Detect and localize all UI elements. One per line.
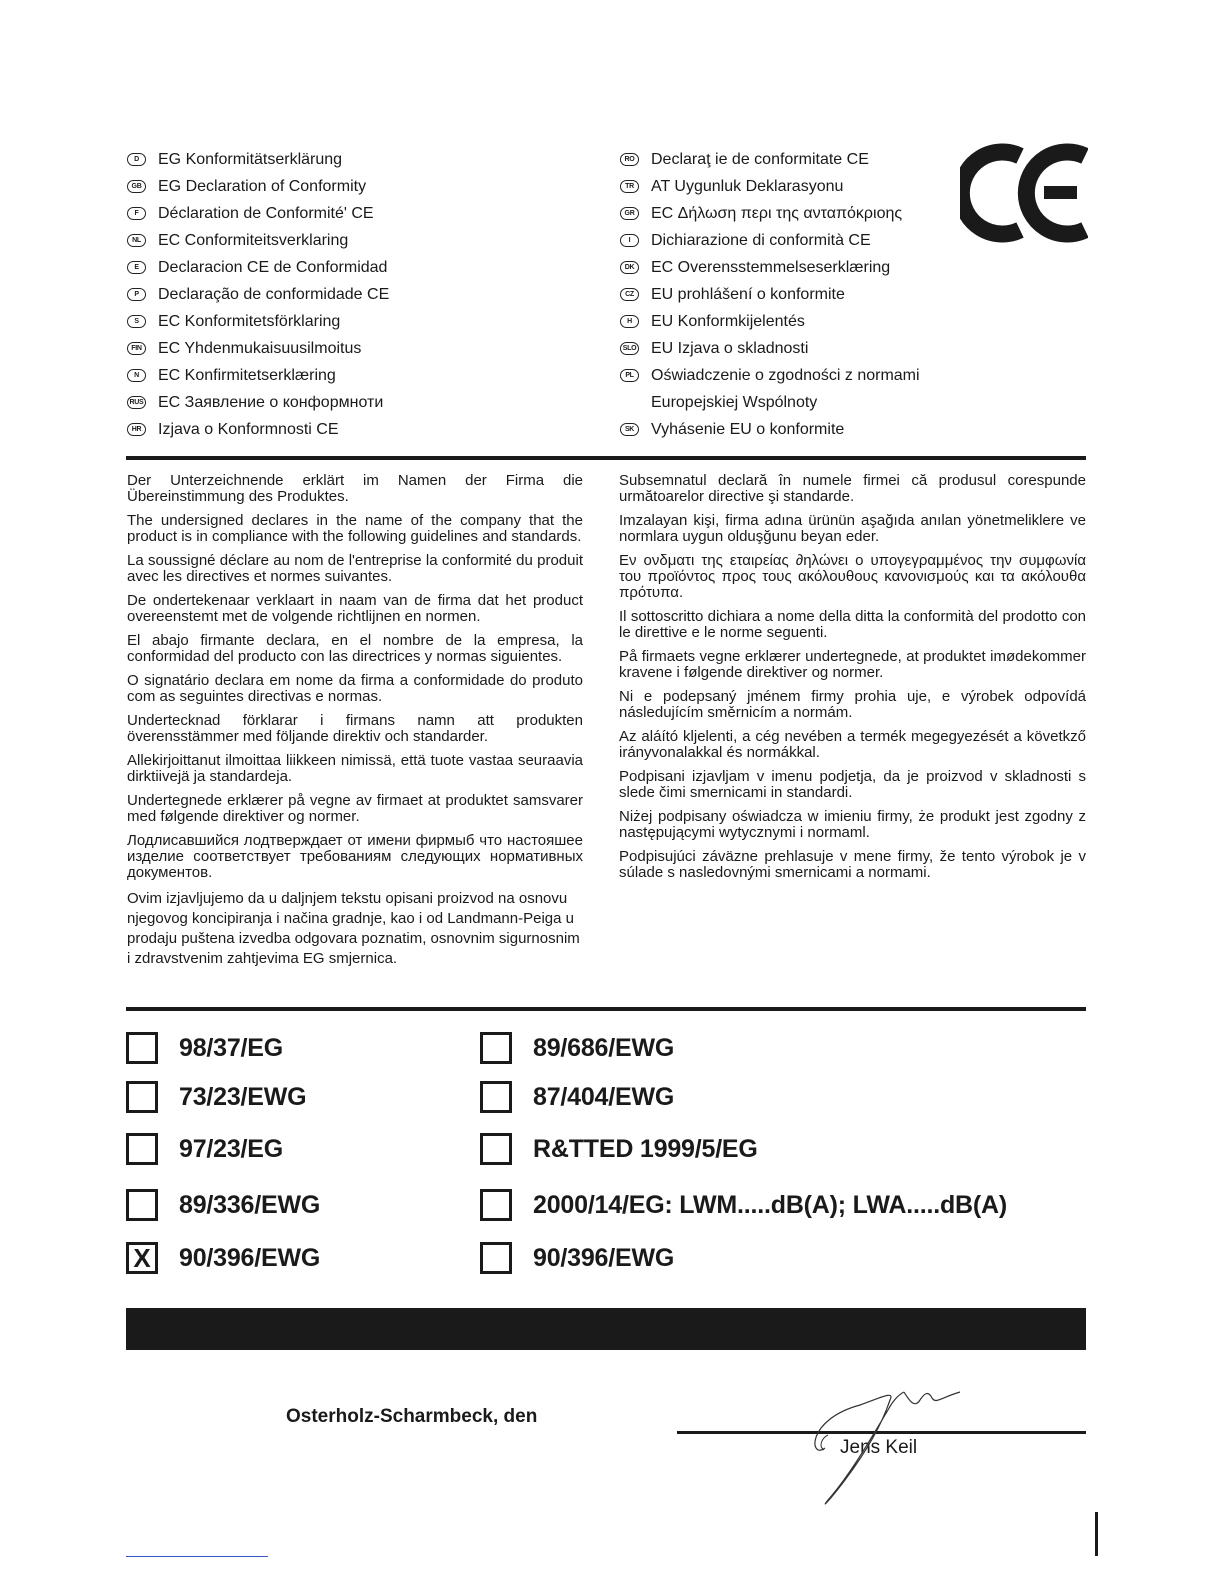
declaration-title: EC Overensstemmelseserklæring (651, 258, 891, 276)
directive-checkbox[interactable] (126, 1032, 158, 1064)
declaration-title: Declaraţ ie de conformitate CE (651, 150, 869, 168)
declaration-text: Undertegnede erklærer på vegne av firmaet at produktet samsvarer med følgende direktiver og normer. (127, 792, 583, 825)
declaration-text: Il sottoscritto dichiara a nome della ditta la conformità del prodotto con le direttive e le norme seguenti. (619, 608, 1086, 641)
ce-mark-logo (960, 138, 1088, 248)
directive-row (126, 1129, 283, 1169)
declaration-title: Déclaration de Conformité' CE (158, 204, 374, 222)
language-heading (620, 362, 960, 389)
country-code-badge: S (127, 315, 146, 328)
country-code-badge: DK (620, 261, 639, 274)
directive-checkbox[interactable] (480, 1189, 512, 1221)
declarations-left-column (127, 473, 583, 977)
declaration-text: Undertecknad förklarar i firmans namn att produkten överensstämmer med följande direktiv och standarder. (127, 712, 583, 745)
country-code-badge: PL (620, 369, 639, 382)
directive-checkbox[interactable] (126, 1081, 158, 1113)
directive-label: 90/396/EWG (533, 1243, 675, 1272)
declaration-title: Declaracion CE de Conformidad (158, 258, 388, 276)
country-code-badge: D (127, 153, 146, 166)
declaration-title: EC Yhdenmukaisuusilmoitus (158, 339, 362, 357)
language-heading (127, 389, 597, 416)
directive-row (126, 1185, 320, 1225)
language-list-right (620, 146, 960, 443)
footer-rule (126, 1556, 268, 1557)
declaration-text: Лодлисавшийся лодтверждает от имени фирмыб что настояшее изделие соответствует требованиям следующих нормативных документов. (127, 832, 583, 881)
place-date-label: Osterholz-Scharmbeck, den (286, 1406, 538, 1427)
declaration-title: AT Uygunluk Deklarasyonu (651, 177, 844, 195)
directive-label: 89/686/EWG (533, 1033, 675, 1062)
declaration-title: EU Konformkijelentés (651, 312, 805, 330)
country-code-badge: F (127, 207, 146, 220)
declaration-title: Vyhásenie EU o konformite (651, 420, 845, 438)
declaration-title: EC Konformitetsförklaring (158, 312, 341, 330)
country-code-badge: N (127, 369, 146, 382)
declaration-text: Ni e podepsaný jménem firmy prohia uje, e výrobek odpovídá následujícím směrnicím a normám. (619, 688, 1086, 721)
directive-label: 73/23/EWG (179, 1082, 307, 1111)
declaration-text: De ondertekenaar verklaart in naam van de firma dat het product overeenstemt met de volgende richtlijnen en normen. (127, 592, 583, 625)
country-code-badge: CZ (620, 288, 639, 301)
directive-label: R&TTED 1999/5/EG (533, 1134, 758, 1163)
language-heading (127, 308, 597, 335)
language-heading (620, 281, 960, 308)
declaration-text: Niżej podpisany oświadcza w imieniu firmy, że produkt jest zgodny z następującymi wytycznymi i normaml. (619, 808, 1086, 841)
declaration-title: EU Izjava o skladnosti (651, 339, 809, 357)
declaration-text: Allekirjoittanut ilmoittaa liikkeen nimissä, että tuote vastaa seuraavia dirktiivejä ja standardeja. (127, 752, 583, 785)
language-list-left (127, 146, 597, 443)
country-code-badge: I (620, 234, 639, 247)
section-divider (126, 456, 1086, 460)
declaration-title: Izjava o Konformnosti CE (158, 420, 339, 438)
directive-row (480, 1185, 1007, 1225)
declaration-text: The undersigned declares in the name of the company that the product is in compliance with the following guidelines and standards. (127, 512, 583, 545)
country-code-badge: SLO (620, 342, 639, 355)
directive-checkbox[interactable] (480, 1242, 512, 1274)
language-heading (620, 254, 960, 281)
page-edge-marker (1095, 1512, 1098, 1556)
declaration-title: EG Declaration of Conformity (158, 177, 367, 195)
directive-row (480, 1129, 758, 1169)
directive-row (126, 1028, 283, 1068)
directive-checkbox[interactable] (126, 1189, 158, 1221)
signer-name: Jens Keil (840, 1437, 918, 1458)
country-code-badge: GR (620, 207, 639, 220)
declaration-title: EG Konformitätserklärung (158, 150, 343, 168)
language-heading (127, 416, 597, 443)
directive-checkbox[interactable] (480, 1032, 512, 1064)
language-heading (127, 227, 597, 254)
directive-row (480, 1077, 674, 1117)
product-name-bar (126, 1308, 1086, 1350)
declaration-text: Az aláító kljelenti, a cég nevében a termék megegyezését a követkző irányvonalakkal és normákkal. (619, 728, 1086, 761)
language-heading (127, 200, 597, 227)
language-heading (620, 308, 960, 335)
declaration-title: ЕС Заявление о конформноти (158, 393, 384, 411)
language-heading (127, 335, 597, 362)
country-code-badge: SK (620, 423, 639, 436)
language-heading (127, 281, 597, 308)
directive-label: 97/23/EG (179, 1134, 284, 1163)
declaration-title: Oświadczenie o zgodności z normami (651, 366, 920, 384)
directive-checkbox-checked[interactable]: X (126, 1242, 158, 1274)
language-heading (620, 227, 960, 254)
language-heading (127, 146, 597, 173)
declaration-text: El abajo firmante declara, en el nombre de la empresa, la conformidad del producto con las directrices y normas siguientes. (127, 632, 583, 665)
country-code-badge: E (127, 261, 146, 274)
declarations-right-column (619, 473, 1086, 889)
directive-label: 98/37/EG (179, 1033, 284, 1062)
declaration-text: Subsemnatul declară în numele firmei că produsul corespunde următoarelor directive şi standarde. (619, 472, 1086, 505)
country-code-badge: RUS (127, 396, 146, 409)
declaration-title: EU prohlášení o konformite (651, 285, 845, 303)
language-heading (620, 416, 960, 443)
declaration-title: Dichiarazione di conformità CE (651, 231, 871, 249)
directive-label: 2000/14/EG: LWM.....dB(A); LWA.....dB(A) (533, 1190, 1007, 1219)
handwritten-signature (800, 1380, 970, 1510)
declaration-title: EC Δήλωση περι της ανταπόκριοης (651, 204, 903, 222)
declaration-text: Der Unterzeichnende erklärt im Namen der Firma die Übereinstimmung des Produktes. (127, 472, 583, 505)
language-heading (620, 173, 960, 200)
directive-label: 87/404/EWG (533, 1082, 675, 1111)
declaration-title: Declaração de conformidade CE (158, 285, 390, 303)
country-code-badge: HR (127, 423, 146, 436)
directive-row (480, 1028, 674, 1068)
country-code-badge: H (620, 315, 639, 328)
declaration-text: La soussigné déclare au nom de l'entreprise la conformité du produit avec les directives et normes suivantes. (127, 552, 583, 585)
declaration-text: O signatário declara em nome da firma a conformidade do produto com as seguintes directivas e normas. (127, 672, 583, 705)
declaration-text: Podpisujúci záväzne prehlasuje v mene firmy, že tento výrobok je v súlade s nasledovnými smernicami a normami. (619, 848, 1086, 881)
country-code-badge: NL (127, 234, 146, 247)
declaration-text: Ovim izjavljujemo da u daljnjem tekstu opisani proizvod na osnovu njegovog koncipiranja i načina gradnje, kao i od Landmann-Peiga u prodaju puštena izvedba odgovara poznatim, osnovnim sigurnosnim i zdravstvenim zahtjevima EG smjernica. (127, 890, 580, 967)
language-heading-continued (620, 389, 960, 416)
directive-row (480, 1238, 674, 1278)
language-heading (620, 146, 960, 173)
declaration-title: EC Conformiteitsverklaring (158, 231, 349, 249)
directive-label: 90/396/EWG (179, 1243, 321, 1272)
language-heading (620, 335, 960, 362)
declaration-title: EC Konfirmitetserklæring (158, 366, 336, 384)
declaration-title: Europejskiej Wspólnoty (651, 393, 818, 411)
declaration-text: Podpisani izjavljam v imenu podjetja, da je proizvod v skladnosti s slede čimi smernicami in standardi. (619, 768, 1086, 801)
declaration-text: På firmaets vegne erklærer undertegnede, at produktet imødekommer kravene i følgende direktiver og normer. (619, 648, 1086, 681)
declaration-text: Imzalayan kişi, firma adına ürünün aşağıda anılan yönetmeliklere ve normlara uygun olduşğunu beyan eder. (619, 512, 1086, 545)
country-code-badge: P (127, 288, 146, 301)
country-code-badge: RO (620, 153, 639, 166)
language-heading (620, 200, 960, 227)
country-code-badge: TR (620, 180, 639, 193)
section-divider (126, 1007, 1086, 1011)
language-heading (127, 173, 597, 200)
directive-row (126, 1238, 320, 1278)
directive-checkbox[interactable] (480, 1081, 512, 1113)
directive-checkbox[interactable] (126, 1133, 158, 1165)
country-code-badge (620, 396, 639, 409)
directive-checkbox[interactable] (480, 1133, 512, 1165)
directive-label: 89/336/EWG (179, 1190, 321, 1219)
country-code-badge: GB (127, 180, 146, 193)
language-heading (127, 254, 597, 281)
directive-row (126, 1077, 306, 1117)
declaration-text: Εν ονδματι της εταιρείας ∂ηλώνει ο υπογεγραμμένος την συμφωνία του προϊόντος προς τους ακόλουθους κανονισμούς και τα ακόλουθα πρότυπα. (619, 552, 1086, 601)
country-code-badge: FIN (127, 342, 146, 355)
language-heading (127, 362, 597, 389)
